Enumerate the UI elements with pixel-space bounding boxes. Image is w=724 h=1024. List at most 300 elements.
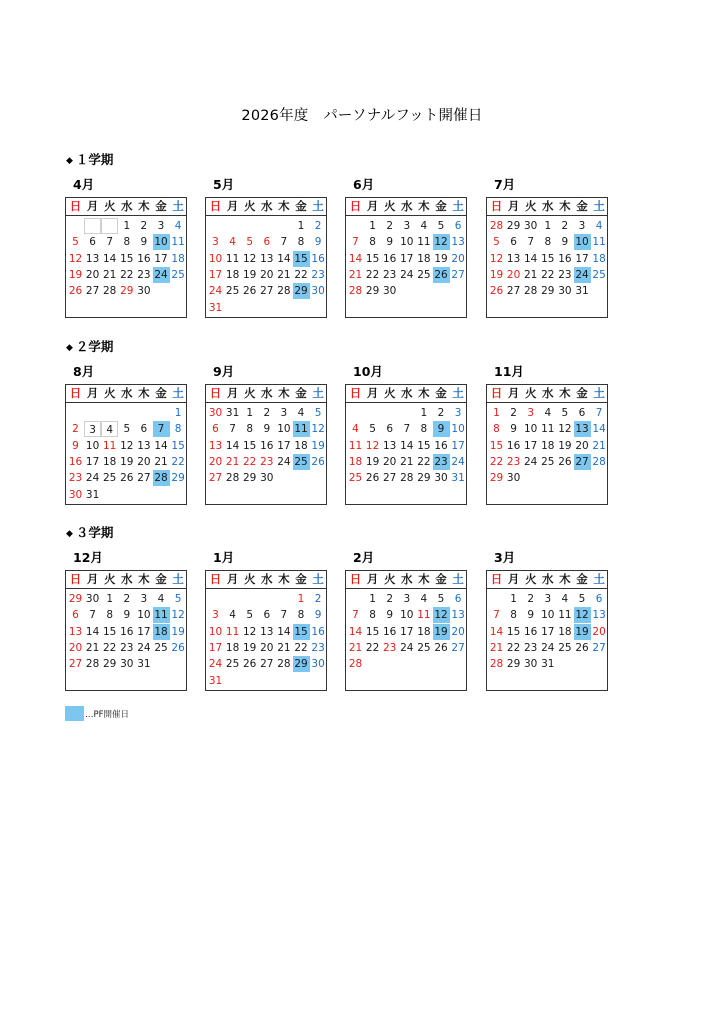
weekday-3: 水 [261, 199, 273, 213]
weekday-0: 日 [349, 386, 362, 400]
month-calendar [345, 570, 467, 691]
day-cell: 20 [260, 268, 274, 281]
day-cell: 16 [506, 439, 521, 452]
weekday-2: 火 [383, 199, 396, 213]
weekday-0: 日 [209, 199, 222, 213]
day-cell: 24 [208, 658, 223, 671]
day-cell: 26 [365, 472, 380, 485]
day-cell: 3 [84, 421, 101, 437]
weekday-1: 月 [366, 572, 379, 586]
day-cell: 26 [243, 658, 257, 671]
weekday-1: 月 [226, 199, 239, 213]
day-cell: 28 [348, 658, 363, 671]
day-cell: 10 [400, 609, 414, 622]
day-cell: 29 [294, 658, 308, 671]
weekday-2: 火 [243, 386, 256, 400]
day-cell: 10 [277, 423, 291, 436]
weekday-2: 火 [103, 199, 116, 213]
day-cell: 10 [208, 252, 223, 265]
day-cell: 2 [437, 407, 445, 419]
day-cell: 8 [246, 423, 254, 436]
weekday-5: 金 [435, 572, 447, 586]
day-cell: 4 [352, 423, 359, 436]
month-label: 10月 [353, 364, 383, 379]
weekday-0: 日 [349, 572, 362, 586]
day-cell: 15 [365, 252, 380, 265]
day-cell: 14 [592, 423, 606, 436]
day-cell: 17 [154, 252, 168, 265]
day-cell: 24 [137, 641, 151, 654]
day-cell: 11 [294, 423, 308, 436]
weekday-4: 木 [418, 386, 430, 400]
day-cell: 4 [595, 220, 603, 232]
weekday-header [66, 198, 186, 216]
day-cell: 30 [260, 472, 274, 485]
weekday-5: 金 [576, 386, 588, 400]
day-cell: 3 [403, 593, 411, 605]
day-cell: 6 [72, 609, 79, 622]
month-label: 8月 [73, 364, 95, 379]
day-cell: 5 [493, 236, 500, 249]
day-cell: 19 [365, 455, 380, 468]
day-cell: 13 [575, 423, 589, 436]
diamond-icon: ◆ [66, 156, 73, 166]
day-cell: 30 [208, 407, 223, 419]
day-cell: 11 [103, 439, 117, 452]
day-cell: 7 [493, 609, 500, 622]
day-cell: 29 [417, 472, 431, 485]
day-cell: 26 [434, 641, 448, 654]
day-cell: 24 [575, 268, 589, 281]
day-cell: 12 [489, 252, 504, 265]
day-cell: 17 [277, 439, 291, 452]
day-cell: 18 [592, 252, 606, 265]
day-cell: 3 [578, 220, 586, 232]
day-cell: 3 [454, 407, 462, 419]
day-cell: 20 [68, 641, 83, 654]
day-cell: 6 [212, 423, 219, 436]
weekday-3: 水 [401, 572, 413, 586]
day-cell: 14 [277, 625, 291, 638]
day-cell: 9 [386, 236, 394, 249]
day-cell: 16 [137, 252, 151, 265]
day-cell: 10 [575, 236, 589, 249]
day-cell: 7 [527, 236, 535, 249]
day-cell: 29 [541, 285, 555, 298]
day-cell: 6 [140, 423, 148, 436]
day-cell: 29 [171, 472, 185, 485]
day-cell: 5 [174, 593, 182, 605]
day-cell: 30 [524, 658, 538, 671]
day-cell: 20 [137, 455, 151, 468]
day-cell: 15 [541, 252, 555, 265]
day-cell: 31 [137, 658, 151, 671]
day-cell: 16 [434, 439, 448, 452]
day-cell: 30 [558, 285, 572, 298]
day-cell: 27 [506, 285, 521, 298]
weekday-5: 金 [435, 199, 447, 213]
day-cell: 14 [277, 252, 291, 265]
day-cell: 17 [541, 625, 555, 638]
day-cell: 19 [575, 625, 589, 638]
day-cell: 2 [527, 593, 535, 605]
day-cell: 11 [417, 236, 431, 249]
weekday-2: 火 [243, 199, 256, 213]
day-cell: 12 [171, 609, 185, 622]
weekday-header [206, 571, 326, 589]
weekday-2: 火 [524, 386, 537, 400]
day-cell: 1 [246, 407, 254, 419]
day-cell: 13 [68, 625, 83, 638]
day-cell: 17 [85, 455, 100, 468]
day-cell: 9 [510, 423, 517, 436]
legend-swatch [65, 706, 84, 721]
day-cell: 28 [277, 285, 291, 298]
day-cell: 30 [85, 593, 100, 605]
day-cell: 8 [123, 236, 131, 249]
term-heading [66, 337, 113, 355]
day-cell: 12 [558, 423, 572, 436]
weekday-2: 火 [103, 386, 116, 400]
day-cell: 26 [489, 285, 504, 298]
day-cell: 3 [140, 593, 148, 605]
weekday-3: 水 [401, 386, 413, 400]
day-cell: 14 [348, 625, 363, 638]
day-cell: 21 [400, 455, 414, 468]
day-cell: 23 [120, 641, 134, 654]
day-cell: 27 [451, 268, 465, 281]
day-cell: 20 [592, 625, 606, 638]
weekday-header [346, 571, 466, 589]
day-cell: 26 [311, 455, 325, 468]
day-cell: 24 [541, 641, 555, 654]
day-cell: 18 [294, 439, 308, 452]
day-cell: 20 [208, 455, 223, 468]
day-cell: 9 [314, 236, 322, 249]
day-cell: 26 [68, 285, 83, 298]
day-cell: 30 [68, 488, 83, 501]
day-cell: 18 [103, 455, 117, 468]
day-cell: 17 [208, 268, 223, 281]
day-cell: 24 [524, 455, 538, 468]
weekday-3: 水 [121, 572, 133, 586]
day-cell: 12 [68, 252, 83, 265]
day-cell: 1 [369, 593, 376, 605]
day-cell: 20 [85, 268, 100, 281]
weekday-3: 水 [542, 199, 554, 213]
day-cell: 12 [434, 236, 448, 249]
weekday-header [487, 571, 607, 589]
day-cell: 19 [434, 252, 448, 265]
day-cell: 8 [297, 609, 305, 622]
weekday-5: 金 [435, 386, 447, 400]
month-label: 4月 [73, 177, 95, 192]
weekday-0: 日 [490, 199, 503, 213]
day-cell: 8 [420, 423, 428, 436]
day-cell: 1 [106, 593, 114, 605]
day-cell: 25 [348, 472, 363, 485]
day-cell: 5 [72, 236, 79, 249]
weekday-3: 水 [401, 199, 413, 213]
day-cell: 30 [506, 472, 521, 485]
day-cell: 25 [558, 641, 572, 654]
month-calendar [486, 197, 608, 318]
day-cell: 27 [208, 472, 223, 485]
day-cell: 21 [277, 641, 291, 654]
day-cell: 12 [365, 439, 380, 452]
term-label: ３学期 [75, 525, 114, 540]
weekday-header [346, 198, 466, 216]
weekday-4: 木 [138, 572, 150, 586]
day-cell: 17 [451, 439, 465, 452]
day-cell: 21 [348, 268, 363, 281]
day-cell: 11 [541, 423, 555, 436]
weekday-6: 土 [452, 199, 464, 213]
day-cell: 11 [225, 252, 240, 265]
day-cell: 28 [154, 472, 168, 485]
day-cell: 1 [544, 220, 552, 232]
day-cell: 6 [595, 593, 603, 605]
day-cell: 6 [386, 423, 394, 436]
weekday-3: 水 [261, 386, 273, 400]
weekday-header [346, 385, 466, 403]
day-cell: 6 [578, 407, 586, 419]
day-cell: 29 [294, 285, 308, 298]
weekday-2: 火 [103, 572, 116, 586]
day-cell: 23 [506, 455, 521, 468]
day-cell: 1 [510, 593, 517, 605]
day-cell: 16 [383, 252, 397, 265]
day-cell: 8 [369, 236, 376, 249]
day-cell: 21 [592, 439, 606, 452]
weekday-1: 月 [226, 386, 239, 400]
weekday-6: 土 [593, 386, 605, 400]
month-label: 3月 [494, 550, 516, 565]
empty-cell [84, 218, 101, 234]
day-cell: 24 [154, 268, 168, 281]
weekday-4: 木 [559, 572, 571, 586]
day-cell: 8 [106, 609, 114, 622]
weekday-1: 月 [507, 199, 520, 213]
day-cell: 7 [352, 236, 359, 249]
day-cell: 5 [561, 407, 569, 419]
day-cell: 25 [541, 455, 555, 468]
day-cell: 7 [280, 236, 288, 249]
day-cell: 2 [386, 593, 394, 605]
day-cell: 30 [311, 285, 325, 298]
day-cell: 4 [420, 220, 428, 232]
day-cell: 21 [348, 641, 363, 654]
weekday-1: 月 [86, 386, 99, 400]
day-cell: 7 [153, 421, 170, 437]
day-cell: 3 [403, 220, 411, 232]
day-cell: 23 [260, 455, 274, 468]
day-cell: 30 [137, 285, 151, 298]
month-label: 1月 [213, 550, 235, 565]
weekday-6: 土 [452, 572, 464, 586]
day-cell: 27 [592, 641, 606, 654]
day-cell: 7 [403, 423, 411, 436]
weekday-1: 月 [226, 572, 239, 586]
day-cell: 17 [400, 252, 414, 265]
day-cell: 14 [348, 252, 363, 265]
day-cell: 24 [400, 268, 414, 281]
day-cell: 21 [277, 268, 291, 281]
day-cell: 11 [154, 609, 168, 622]
month-label: 9月 [213, 364, 235, 379]
weekday-1: 月 [366, 199, 379, 213]
day-cell: 31 [541, 658, 555, 671]
day-cell: 4 [157, 593, 165, 605]
day-cell: 25 [592, 268, 606, 281]
day-cell: 27 [137, 472, 151, 485]
day-cell: 13 [85, 252, 100, 265]
day-cell: 30 [120, 658, 134, 671]
day-cell: 2 [386, 220, 394, 232]
day-cell: 29 [365, 285, 380, 298]
day-cell: 12 [243, 625, 257, 638]
day-cell: 15 [243, 439, 257, 452]
day-cell: 9 [386, 609, 394, 622]
day-cell: 28 [85, 658, 100, 671]
weekday-0: 日 [490, 386, 503, 400]
day-cell: 17 [208, 641, 223, 654]
day-cell: 10 [85, 439, 100, 452]
weekday-0: 日 [69, 386, 82, 400]
day-cell: 25 [103, 472, 117, 485]
weekday-5: 金 [576, 572, 588, 586]
day-cell: 11 [417, 609, 431, 622]
day-cell: 12 [434, 609, 448, 622]
day-cell: 27 [68, 658, 83, 671]
day-cell: 22 [171, 455, 185, 468]
month-calendar [345, 384, 467, 505]
day-cell: 26 [243, 285, 257, 298]
day-cell: 8 [544, 236, 552, 249]
month-calendar [345, 197, 467, 318]
empty-cell [101, 218, 118, 234]
day-cell: 12 [575, 609, 589, 622]
day-cell: 21 [489, 641, 504, 654]
weekday-4: 木 [278, 386, 290, 400]
day-cell: 5 [369, 423, 376, 436]
weekday-4: 木 [559, 199, 571, 213]
weekday-5: 金 [155, 572, 167, 586]
day-cell: 2 [561, 220, 569, 232]
day-cell: 10 [524, 423, 538, 436]
day-cell: 26 [434, 268, 448, 281]
day-cell: 19 [171, 625, 185, 638]
day-cell: 28 [225, 472, 240, 485]
weekday-3: 水 [121, 386, 133, 400]
day-cell: 2 [72, 423, 79, 436]
month-calendar [65, 197, 187, 318]
weekday-4: 木 [138, 386, 150, 400]
day-cell: 18 [348, 455, 363, 468]
day-cell: 16 [311, 625, 325, 638]
day-cell: 2 [314, 220, 322, 232]
day-cell: 7 [89, 609, 96, 622]
term-heading [66, 523, 113, 541]
day-cell: 27 [85, 285, 100, 298]
day-cell: 17 [137, 625, 151, 638]
day-cell: 29 [506, 220, 521, 232]
day-cell: 12 [120, 439, 134, 452]
day-cell: 18 [558, 625, 572, 638]
month-label: 12月 [73, 550, 103, 565]
day-cell: 14 [225, 439, 240, 452]
day-cell: 22 [365, 268, 380, 281]
day-cell: 5 [437, 220, 445, 232]
weekday-1: 月 [507, 386, 520, 400]
weekday-6: 土 [312, 199, 324, 213]
day-cell: 14 [85, 625, 100, 638]
day-cell: 18 [417, 252, 431, 265]
weekday-3: 水 [121, 199, 133, 213]
day-cell: 13 [208, 439, 223, 452]
day-cell: 29 [243, 472, 257, 485]
day-cell: 13 [592, 609, 606, 622]
day-cell: 18 [417, 625, 431, 638]
day-cell: 20 [575, 439, 589, 452]
weekday-1: 月 [86, 572, 99, 586]
day-cell: 7 [352, 609, 359, 622]
day-cell: 3 [527, 407, 535, 419]
weekday-1: 月 [507, 572, 520, 586]
weekday-1: 月 [86, 199, 99, 213]
day-cell: 18 [225, 268, 240, 281]
day-cell: 4 [297, 407, 305, 419]
term-heading [66, 150, 113, 168]
day-cell: 10 [541, 609, 555, 622]
day-cell: 6 [454, 220, 462, 232]
day-cell: 8 [493, 423, 500, 436]
day-cell: 6 [263, 236, 271, 249]
day-cell: 27 [260, 658, 274, 671]
month-calendar [205, 570, 327, 691]
weekday-2: 火 [383, 386, 396, 400]
day-cell: 24 [208, 285, 223, 298]
day-cell: 22 [417, 455, 431, 468]
day-cell: 19 [489, 268, 504, 281]
day-cell: 3 [212, 609, 219, 622]
day-cell: 19 [311, 439, 325, 452]
day-cell: 4 [420, 593, 428, 605]
diamond-icon: ◆ [66, 529, 73, 539]
day-cell: 25 [417, 641, 431, 654]
day-cell: 16 [311, 252, 325, 265]
day-cell: 14 [103, 252, 117, 265]
day-cell: 1 [174, 407, 182, 419]
day-cell: 22 [541, 268, 555, 281]
weekday-6: 土 [172, 199, 184, 213]
weekday-2: 火 [243, 572, 256, 586]
day-cell: 23 [524, 641, 538, 654]
day-cell: 5 [246, 236, 254, 249]
day-cell: 19 [434, 625, 448, 638]
day-cell: 10 [451, 423, 465, 436]
day-cell: 19 [243, 641, 257, 654]
day-cell: 16 [524, 625, 538, 638]
day-cell: 13 [260, 625, 274, 638]
day-cell: 26 [558, 455, 572, 468]
day-cell: 5 [578, 593, 586, 605]
day-cell: 15 [294, 252, 308, 265]
day-cell: 31 [208, 301, 223, 314]
day-cell: 22 [506, 641, 521, 654]
weekday-5: 金 [295, 572, 307, 586]
day-cell: 11 [225, 625, 240, 638]
